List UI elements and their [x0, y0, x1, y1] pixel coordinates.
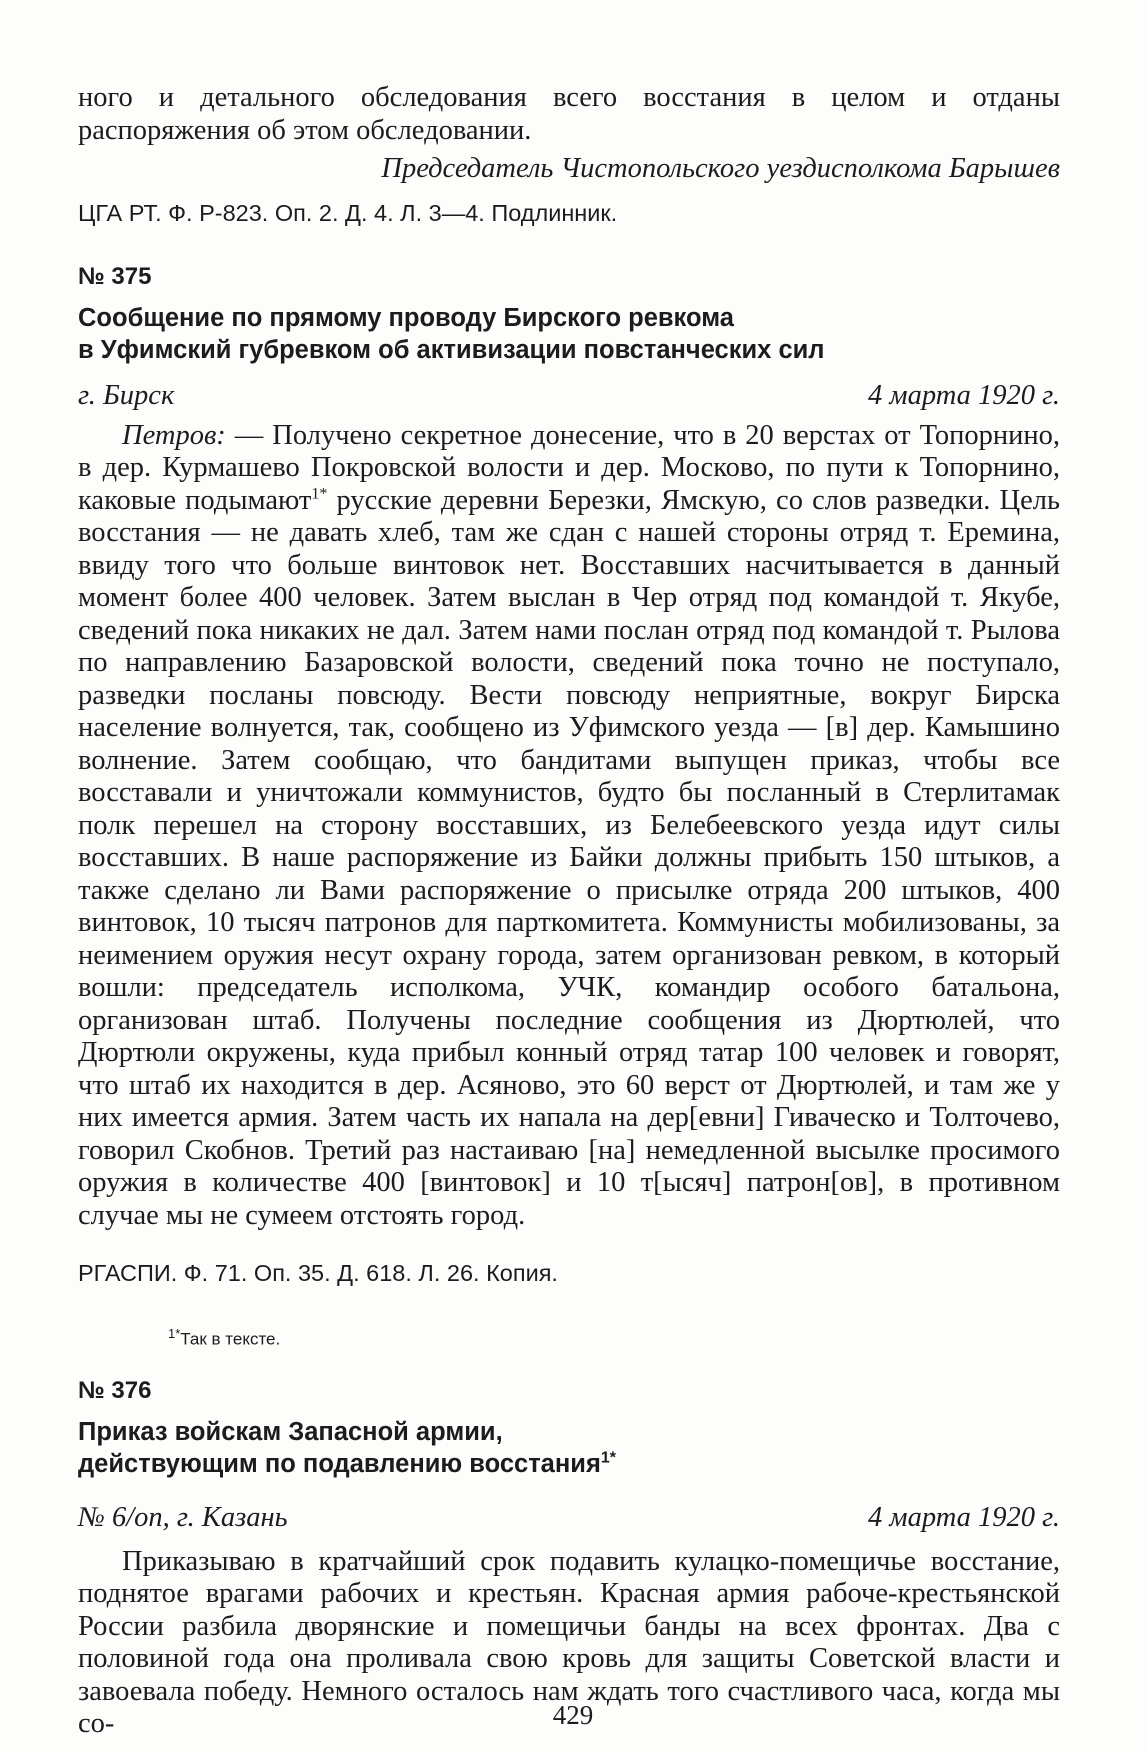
document-376-date: 4 марта 1920 г. [868, 1501, 1060, 1533]
signature-line: Председатель Чистопольского уездисполкома Барышев [381, 153, 1060, 184]
title-footnote-reference: 1* [600, 1449, 616, 1467]
document-375-title [78, 302, 1060, 366]
document-376-number: № 376 [78, 1376, 152, 1404]
footnote-mark: 1* [168, 1326, 181, 1341]
document-375-place-date [78, 380, 1060, 412]
archive-source-reference: ЦГА РТ. Ф. Р-823. Оп. 2. Д. 4. Л. 3—4. Подлинник. [78, 199, 618, 226]
document-375-body [78, 420, 1060, 1233]
body-text-part-1: — Получено секретное донесение, что в 20 верстах от Топорнино, в дер. Курмашево Покровской волости и дер. Москово, по пути к Топорнино, каковые подымают [78, 419, 1060, 516]
document-376-body: Приказываю в кратчайший срок подавить кулацко-помещичье восстание, поднятое врагами рабочих и крестьян. Красная армия рабоче-крестьянской России разбила дворянские и помещичьи банды на всех фронтах. Два с половиной года она проливала свою кровь для защиты Советской власти и завоевала победу. Немного осталось нам ждать того счастливого часа, когда мы со- [78, 1545, 1060, 1740]
document-376-title-line-2-text: действующим по подавлению восстания [78, 1449, 601, 1478]
document-376-place-date [78, 1502, 1060, 1534]
page-number: 429 [552, 1700, 594, 1730]
footnote-reference: 1* [311, 485, 328, 502]
document-376-title-line-2 [78, 1448, 1060, 1480]
body-text-part-2: русские деревни Березки, Ямскую, со слов разведки. Цель восстания — не давать хлеб, там же сдан с нашей стороны отряд т. Еремина, ввиду того что больше винтовок нет. Восставших насчитывается в данный момент более 400 человек. Затем выслан в Чер отряд под командой т. Якубе, сведений пока никаких не дал. Затем нами послан отряд под командой т. Рылова по направлению Базаровской волости, сведений пока точно не поступало, разведки посланы повсюду. Вести повсюду неприятные, вокруг Бирска население волнуется, так, сообщено из Уфимского уезда — [в] дер. Камышино волнение. Затем сообщаю, что бандитами выпущен приказ, чтобы все восставали и уничтожали коммунистов, будто бы посланный в Стерлитамак полк перешел на сторону восставших, из Белебеевского уезда идут силы восставших. В наше распоряжение из Байки должны прибыть 150 штыков, а также сделано ли Вами распоряжение о присылке отряда 200 штыков, 400 винтовок, 10 тысяч патронов для парткомитета. Коммунисты мобилизованы, за неимением оружия несут охрану города, затем организован ревком, в который вошли: председатель исполкома, УЧК, командир особого батальона, организован штаб. Получены последние сообщения из Дюртюлей, что Дюртюли окружены, куда прибыл конный отряд татар 100 человек и говорят, что штаб их находится в дер. Асяново, это 60 верст от Дюртюлей, и там же у них имеется армия. Затем часть их напала на дер[евни] Гиваческо и Толточево, говорил Скобнов. Третий раз настаиваю [на] немедленной высылке просимого оружия в количестве 400 [винтовок] и 10 т[ысяч] патрон[ов], в противном случае мы не сумеем отстоять город. [78, 484, 1060, 1231]
document-375-title-line-1: Сообщение по прямому проводу Бирского ревкома [78, 303, 734, 332]
document-375-title-line-2: в Уфимский губревком об активизации повстанческих сил [78, 335, 825, 364]
footnote-text: Так в тексте. [180, 1329, 281, 1349]
footnote [168, 1322, 1060, 1352]
speaker-name: Петров: [122, 419, 226, 451]
document-376-place: № 6/оп, г. Казань [78, 1501, 288, 1533]
document-376-title [78, 1416, 1060, 1480]
document-375-date: 4 марта 1920 г. [868, 379, 1060, 411]
document-375-number: № 375 [78, 262, 152, 290]
document-376-title-line-1: Приказ войскам Запасной армии, [78, 1417, 503, 1446]
document-375-source: РГАСПИ. Ф. 71. Оп. 35. Д. 618. Л. 26. Копия. [78, 1260, 558, 1286]
continued-paragraph: ного и детального обследования всего восстания в целом и отданы распоряжения об этом обследовании. [78, 82, 1060, 146]
document-375-place: г. Бирск [78, 379, 175, 411]
page-content [78, 82, 1060, 1741]
